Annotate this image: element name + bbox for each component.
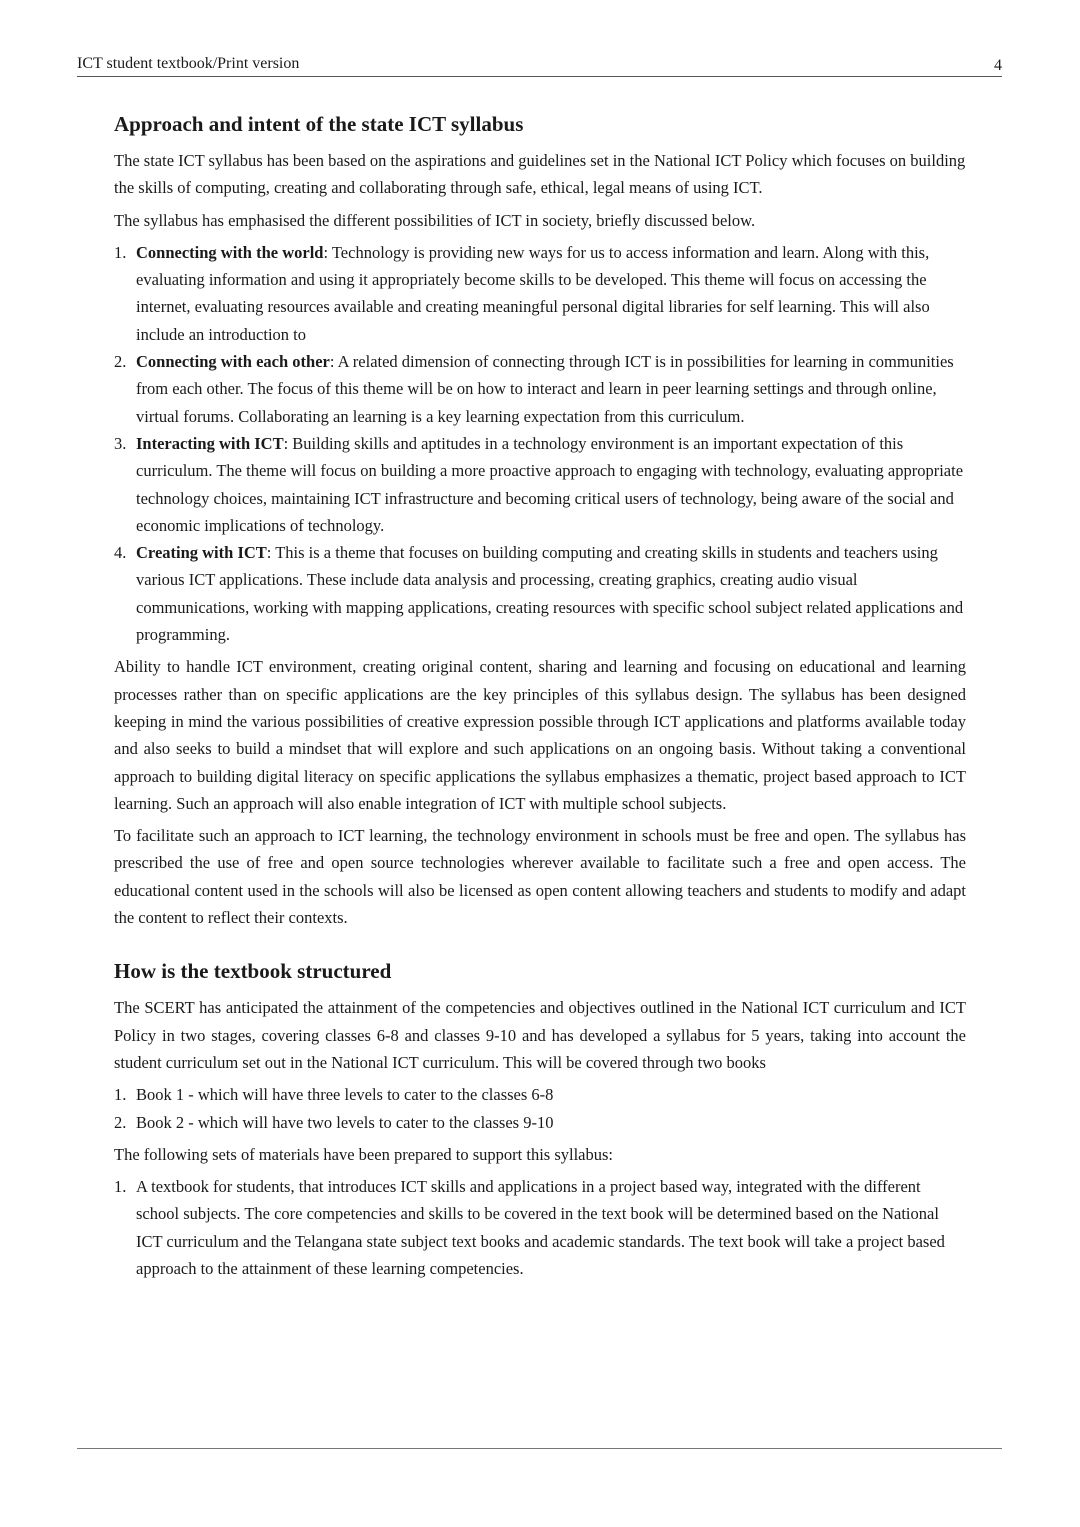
list-number: 1. — [114, 1177, 127, 1197]
theme-text: : Building skills and aptitudes in a technology environment is an important expectation of this curriculum. The theme will focus on building a more proactive approach to engaging with technology, evaluating appropriate technology choices, maintaining ICT infrastructure and becoming critical users of technology, being aware of the social and economic implications of technology. — [136, 433, 964, 535]
list-number: 4. — [114, 543, 127, 563]
theme-text: : A related dimension of connecting through ICT is in possibilities for learning in communities from each other. The focus of this theme will be on how to interact and learn in peer learning settings and through online, virtual forums. Collaborating an learning is a key learning expectation from this curriculum. — [136, 352, 954, 426]
list-item — [114, 348, 966, 430]
list-item — [114, 1081, 966, 1108]
theme-text: : This is a theme that focuses on building computing and creating skills in students and teachers using various ICT applications. These include data analysis and processing, creating graphics, creating audio visual communications, working with mapping applications, creating resources with specific school subject related applications and programming. — [136, 543, 964, 645]
material-text: A textbook for students, that introduces ICT skills and applications in a project based way, integrated with the different school subjects. The core competencies and skills to be covered in the text book will be determined based on the National ICT curriculum and the Telangana state subject text books and academic standards. The text book will take a project based approach to the attainment of these learning competencies. — [136, 1177, 945, 1278]
list-item — [114, 239, 966, 348]
books-list — [114, 1081, 966, 1136]
paragraph: The SCERT has anticipated the attainment of the competencies and objectives outlined in the National ICT curriculum and ICT Policy in two stages, covering classes 6-8 and classes 9-10 and has developed a syllabus for 5 years, taking into account the student curriculum set out in the National ICT curriculum. This will be covered through two books — [114, 998, 966, 1072]
list-item — [114, 1173, 966, 1282]
paragraph: The following sets of materials have been prepared to support this syllabus: — [114, 1144, 614, 1164]
list-number: 1. — [114, 242, 127, 262]
page-header — [77, 54, 1002, 77]
book-text: Book 2 - which will have two levels to cater to the classes 9-10 — [136, 1112, 554, 1132]
section-heading-structure: How is the textbook structured — [114, 959, 392, 984]
list-item — [114, 1109, 966, 1136]
page-number: 4 — [994, 57, 1002, 74]
list-number: 2. — [114, 352, 127, 372]
footer-rule — [77, 1448, 1002, 1449]
paragraph: The state ICT syllabus has been based on the aspirations and guidelines set in the National ICT Policy which focuses on building the skills of computing, creating and collaborating through safe, ethical, legal means of using ICT. — [114, 151, 966, 198]
paragraph: To facilitate such an approach to ICT learning, the technology environment in schools must be free and open. The syllabus has prescribed the use of free and open source technologies wherever available to facilitate such a free and open access. The educational content used in the schools will also be licensed as open content allowing teachers and students to modify and adapt the content to reflect their contexts. — [114, 826, 966, 928]
theme-title: Interacting with ICT — [136, 433, 284, 453]
theme-text: : Technology is providing new ways for us to access information and learn. Along with this, evaluating information and using it appropriately become skills to be developed. This theme will focus on accessing the internet, evaluating resources available and creating meaningful personal digital libraries for self learning. This will also include an introduction to — [136, 242, 930, 344]
list-number: 1. — [114, 1085, 127, 1105]
theme-title: Connecting with the world — [136, 242, 324, 262]
header-title: ICT student textbook/Print version — [77, 55, 300, 72]
list-number: 3. — [114, 433, 127, 453]
themes-list — [114, 239, 966, 648]
list-item — [114, 430, 966, 539]
theme-title: Creating with ICT — [136, 543, 267, 563]
theme-title: Connecting with each other — [136, 352, 330, 372]
book-text: Book 1 - which will have three levels to cater to the classes 6-8 — [136, 1085, 554, 1105]
page-content — [114, 108, 966, 1287]
section-heading-approach: Approach and intent of the state ICT syllabus — [114, 112, 524, 136]
paragraph: The syllabus has emphasised the different possibilities of ICT in society, briefly discussed below. — [114, 210, 756, 230]
list-number: 2. — [114, 1112, 127, 1132]
materials-list — [114, 1173, 966, 1282]
list-item — [114, 539, 966, 648]
paragraph: Ability to handle ICT environment, creating original content, sharing and learning and focusing on educational and learning processes rather than on specific applications are the key principles of this syllabus design. The syllabus has been designed keeping in mind the various possibilities of creative expression possible through ICT applications and platforms available today and also seeks to build a mindset that will explore and such applications on an ongoing basis. Without taking a conventional approach to building digital literacy on specific applications the syllabus emphasizes a thematic, project based approach to ICT learning. Such an approach will also enable integration of ICT with multiple school subjects. — [114, 657, 966, 813]
